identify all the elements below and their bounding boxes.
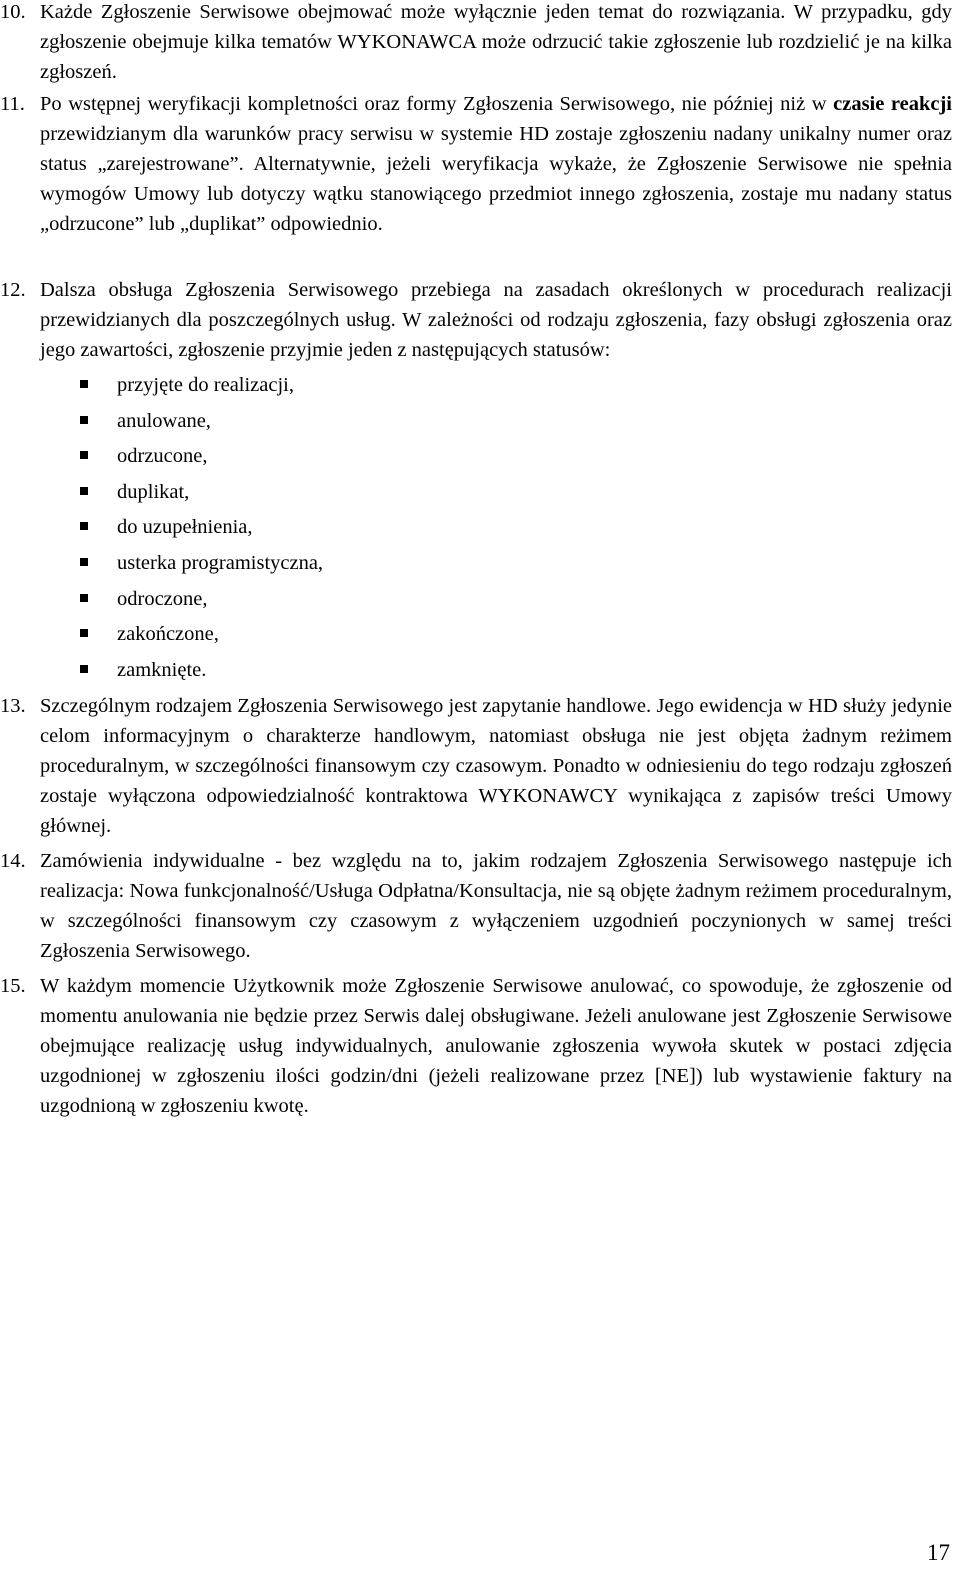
- paragraph-text: W każdym momencie Użytkownik może Zgłoszenie Serwisowe anulować, co spowoduje, że zgłoszenie od momentu anulowania nie będzie przez Serwis dalej obsługiwane. Jeżeli anulowane jest Zgłoszenie Serwisowe obejmujące realizację usług indywidualnych, anulowanie zgłoszenia wywoła skutek w postaci zdjęcia uzgodnionej w zgłoszeniu ilości godzin/dni (jeżeli realizowane przez [NE]) lub wystawienie faktury na uzgodnioną w zgłoszeniu kwotę.: [40, 975, 952, 1117]
- square-bullet-icon: [80, 629, 88, 637]
- paragraph-15: [0, 971, 952, 1121]
- item-number: 10.: [0, 1, 26, 23]
- square-bullet-icon: [80, 665, 88, 673]
- paragraph-11: [0, 89, 952, 239]
- item-number: 15.: [0, 975, 26, 997]
- square-bullet-icon: [80, 380, 88, 388]
- paragraph-text: Szczególnym rodzajem Zgłoszenia Serwisowego jest zapytanie handlowe. Jego ewidencja w HD służy jedynie celom informacyjnym o charakterze handlowym, natomiast obsługa nie jest objęta żadnym reżimem proceduralnym, w szczególności finansowym czy czasowym. Ponadto w odniesieniu do tego rodzaju zgłoszeń zostaje wyłączona odpowiedzialność kontraktowa WYKONAWCY wynikająca z zapisów treści Umowy głównej.: [40, 695, 952, 837]
- text-part: przewidzianym dla warunków pracy serwisu w systemie HD zostaje zgłoszeniu nadany unikalny numer oraz status „zarejestrowane”. Alternatywnie, jeżeli weryfikacja wykaże, że Zgłoszenie Serwisowe nie spełnia wymogów Umowy lub dotyczy wątku stanowiącego przedmiot innego zgłoszenia, zostaje mu nadany status „odrzucone” lub „duplikat” odpowiednio.: [40, 123, 952, 235]
- page-number: 17: [927, 1540, 950, 1565]
- list-item-text: zamknięte.: [117, 658, 207, 681]
- list-item: [80, 406, 323, 442]
- list-item-text: usterka programistyczna,: [117, 551, 324, 574]
- paragraph-10: [0, 0, 952, 87]
- square-bullet-icon: [80, 594, 88, 602]
- list-item: [80, 512, 323, 548]
- list-item-text: odroczone,: [117, 587, 208, 610]
- square-bullet-icon: [80, 522, 88, 530]
- item-number: 12.: [0, 279, 26, 301]
- paragraph-13: [0, 691, 952, 841]
- square-bullet-icon: [80, 487, 88, 495]
- square-bullet-icon: [80, 416, 88, 424]
- list-item-text: anulowane,: [117, 409, 211, 432]
- item-number: 13.: [0, 695, 26, 717]
- list-item: [80, 548, 323, 584]
- list-item: [80, 477, 323, 513]
- text-part: Po wstępnej weryfikacji kompletności oraz formy Zgłoszenia Serwisowego, nie później niż w: [40, 93, 834, 115]
- list-item: [80, 370, 323, 406]
- list-item: [80, 655, 323, 691]
- list-item-text: zakończone,: [117, 623, 219, 646]
- paragraph-text: Zamówienia indywidualne - bez względu na to, jakim rodzajem Zgłoszenia Serwisowego następuje ich realizacja: Nowa funkcjonalność/Usługa Odpłatna/Konsultacja, nie są objęte żadnym reżimem proceduralnym, w szczególności finansowym czy czasowym z wyłączeniem uzgodnień poczynionych w samej treści Zgłoszenia Serwisowego.: [40, 850, 952, 962]
- list-item-text: odrzucone,: [117, 445, 208, 468]
- square-bullet-icon: [80, 558, 88, 566]
- bold-term: czasie reakcji: [833, 93, 952, 115]
- paragraph-12: [0, 275, 952, 365]
- list-item-text: przyjęte do realizacji,: [117, 374, 294, 396]
- status-list: [80, 370, 323, 690]
- list-item: [80, 441, 323, 477]
- list-item: [80, 584, 323, 620]
- list-item-text: duplikat,: [117, 480, 190, 503]
- item-number: 14.: [0, 850, 26, 872]
- paragraph-text: [40, 89, 952, 239]
- paragraph-text: Każde Zgłoszenie Serwisowe obejmować może wyłącznie jeden temat do rozwiązania. W przypadku, gdy zgłoszenie obejmuje kilka tematów WYKONAWCA może odrzucić takie zgłoszenie lub rozdzielić je na kilka zgłoszeń.: [40, 1, 952, 83]
- item-number: 11.: [0, 93, 25, 115]
- square-bullet-icon: [80, 451, 88, 459]
- list-item: [80, 619, 323, 655]
- paragraph-text: Dalsza obsługa Zgłoszenia Serwisowego przebiega na zasadach określonych w procedurach realizacji przewidzianych dla poszczególnych usług. W zależności od rodzaju zgłoszenia, fazy obsługi zgłoszenia oraz jego zawartości, zgłoszenie przyjmie jeden z następujących statusów:: [40, 279, 952, 361]
- list-item-text: do uzupełnienia,: [117, 516, 253, 539]
- paragraph-14: [0, 846, 952, 966]
